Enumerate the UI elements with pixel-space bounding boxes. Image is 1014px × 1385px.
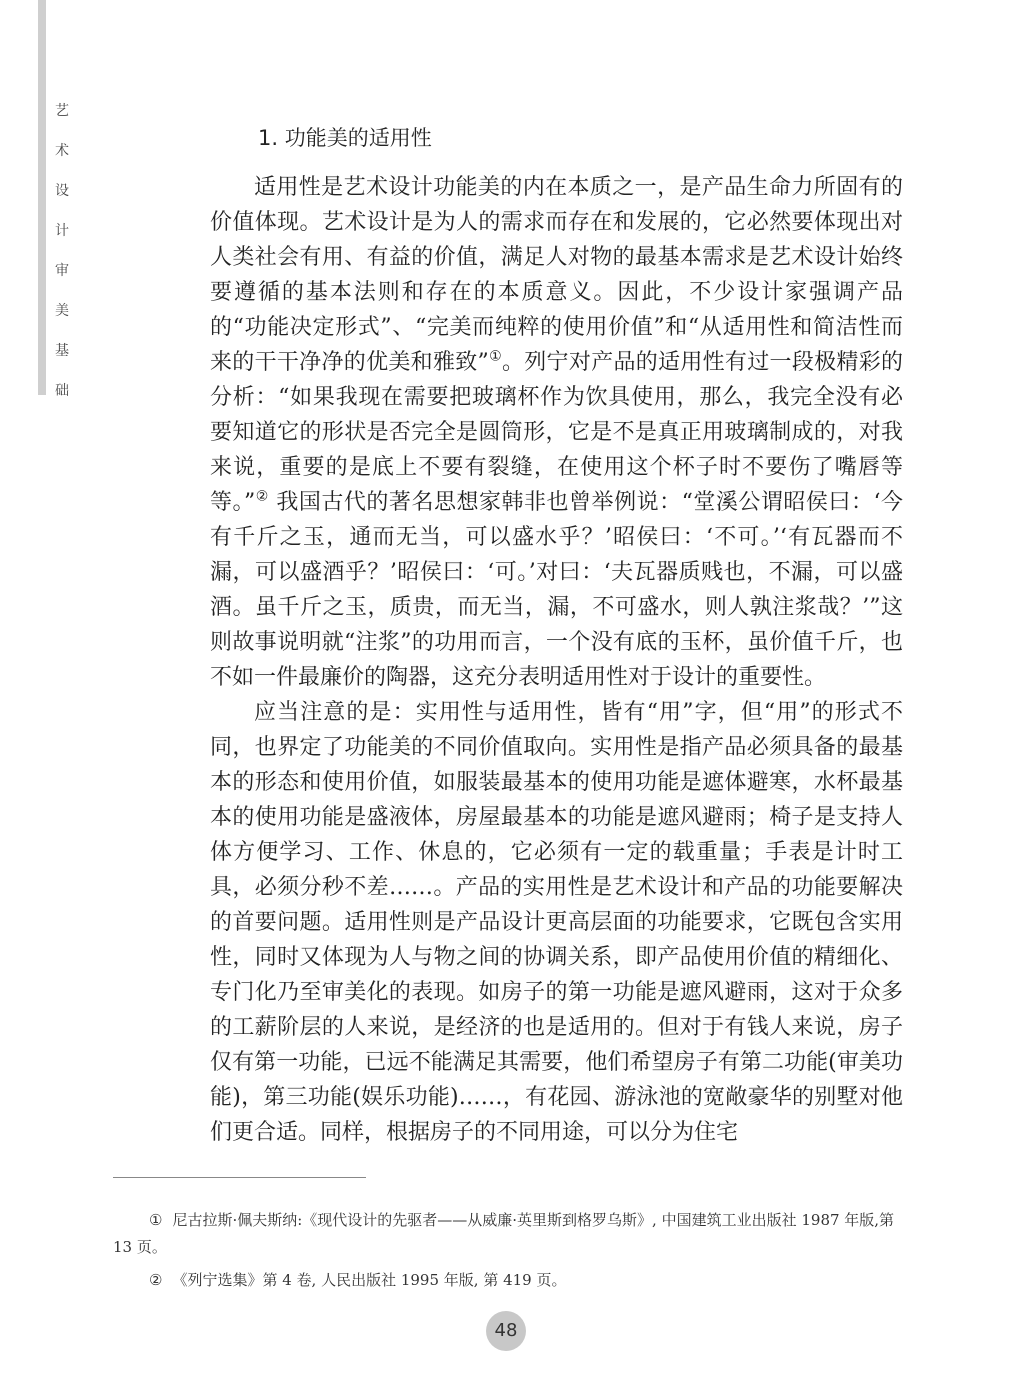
running-title-char: 础	[55, 383, 69, 399]
paragraph: 应当注意的是：实用性与适用性，皆有“用”字，但“用”的形式不同，也界定了功能美的不同价值取向。实用性是指产品必须具备的最基本的形态和使用价值，如服装最基本的使用功能是遮体避寒，水杯最基本的使用功能是盛液体，房屋最基本的功能是遮风避雨；椅子是支持人体方便学习、工作、休息的，它必须有一定的载重量；手表是计时工具，必须分秒不差……。产品的实用性是艺术设计和产品的功能要解决的首要问题。适用性则是产品设计更高层面的功能要求，它既包含实用性，同时又体现为人与物之间的协调关系，即产品使用价值的精细化、专门化乃至审美化的表现。如房子的第一功能是遮风避雨，这对于众多的工薪阶层的人来说，是经济的也是适用的。但对于有钱人来说，房子仅有第一功能，已远不能满足其需要，他们希望房子有第二功能(审美功能)，第三功能(娱乐功能)……，有花园、游泳池的宽敞豪华的别墅对他们更合适。同样，根据房子的不同用途，可以分为住宅	[210, 700, 903, 1145]
footnote	[113, 1267, 903, 1294]
footnote-text: 《列宁选集》第 4 卷, 人民出版社 1995 年版, 第 419 页。	[172, 1271, 567, 1289]
running-title-char: 艺	[55, 103, 69, 119]
running-title-char: 计	[55, 223, 69, 239]
page-number: 48	[486, 1311, 526, 1351]
running-title	[52, 100, 72, 420]
paragraph-text: 适用性是艺术设计功能美的内在本质之一，是产品生命力所固有的价值体现。艺术设计是为人的需求而存在和发展的，它必然要体现出对人类社会有用、有益的价值，满足人对物的最基本需求是艺术设计始终要遵循的基本法则和存在的本质意义。因此，不少设计家强调产品的“功能决定形式”、“完美而纯粹的使用价值”和“从适用性和简洁性而来的干干净净的优美和雅致”	[210, 175, 903, 375]
section-heading: 1. 功能美的适用性	[258, 126, 432, 150]
running-title-char: 基	[55, 343, 69, 359]
footnote-text: 尼古拉斯·佩夫斯纳:《现代设计的先驱者——从威廉·英里斯到格罗乌斯》, 中国建筑工业出版社 1987 年版,第 13 页。	[113, 1211, 895, 1256]
footnote-reference[interactable]: ①	[488, 348, 502, 365]
running-title-char: 美	[55, 303, 69, 319]
paragraph	[210, 170, 903, 695]
footnote-mark: ①	[149, 1211, 163, 1229]
footnote-mark: ②	[149, 1271, 163, 1289]
footnote-divider	[113, 1177, 366, 1178]
running-title-char: 审	[55, 263, 69, 279]
footnote-reference[interactable]: ②	[255, 488, 269, 505]
footnote	[113, 1207, 903, 1261]
running-title-char: 术	[55, 143, 69, 159]
body-text	[210, 170, 903, 1150]
margin-bar	[38, 0, 46, 395]
paragraph-text: 我国古代的著名思想家韩非也曾举例说：“堂溪公谓昭侯曰：‘今有千斤之玉，通而无当，可以盛水乎？’昭侯曰：‘不可。’‘有瓦器而不漏，可以盛酒乎？’昭侯曰：‘可。’对曰：‘夫瓦器质贱也，不漏，可以盛酒。虽千斤之玉，质贵，而无当，漏，不可盛水，则人孰注浆哉？’”这则故事说明就“注浆”的功用而言，一个没有底的玉杯，虽价值千斤，也不如一件最廉价的陶器，这充分表明适用性对于设计的重要性。	[210, 490, 903, 690]
paragraph-text: 。列宁对产品的适用性有过一段极精彩的分析：“如果我现在需要把玻璃杯作为饮具使用，那么，我完全没有必要知道它的形状是否完全是圆筒形，它是不是真正用玻璃制成的，对我来说，重要的是底上不要有裂缝，在使用这个杯子时不要伤了嘴唇等等。”	[210, 350, 904, 515]
running-title-char: 设	[55, 183, 69, 199]
footnotes	[113, 1207, 903, 1300]
